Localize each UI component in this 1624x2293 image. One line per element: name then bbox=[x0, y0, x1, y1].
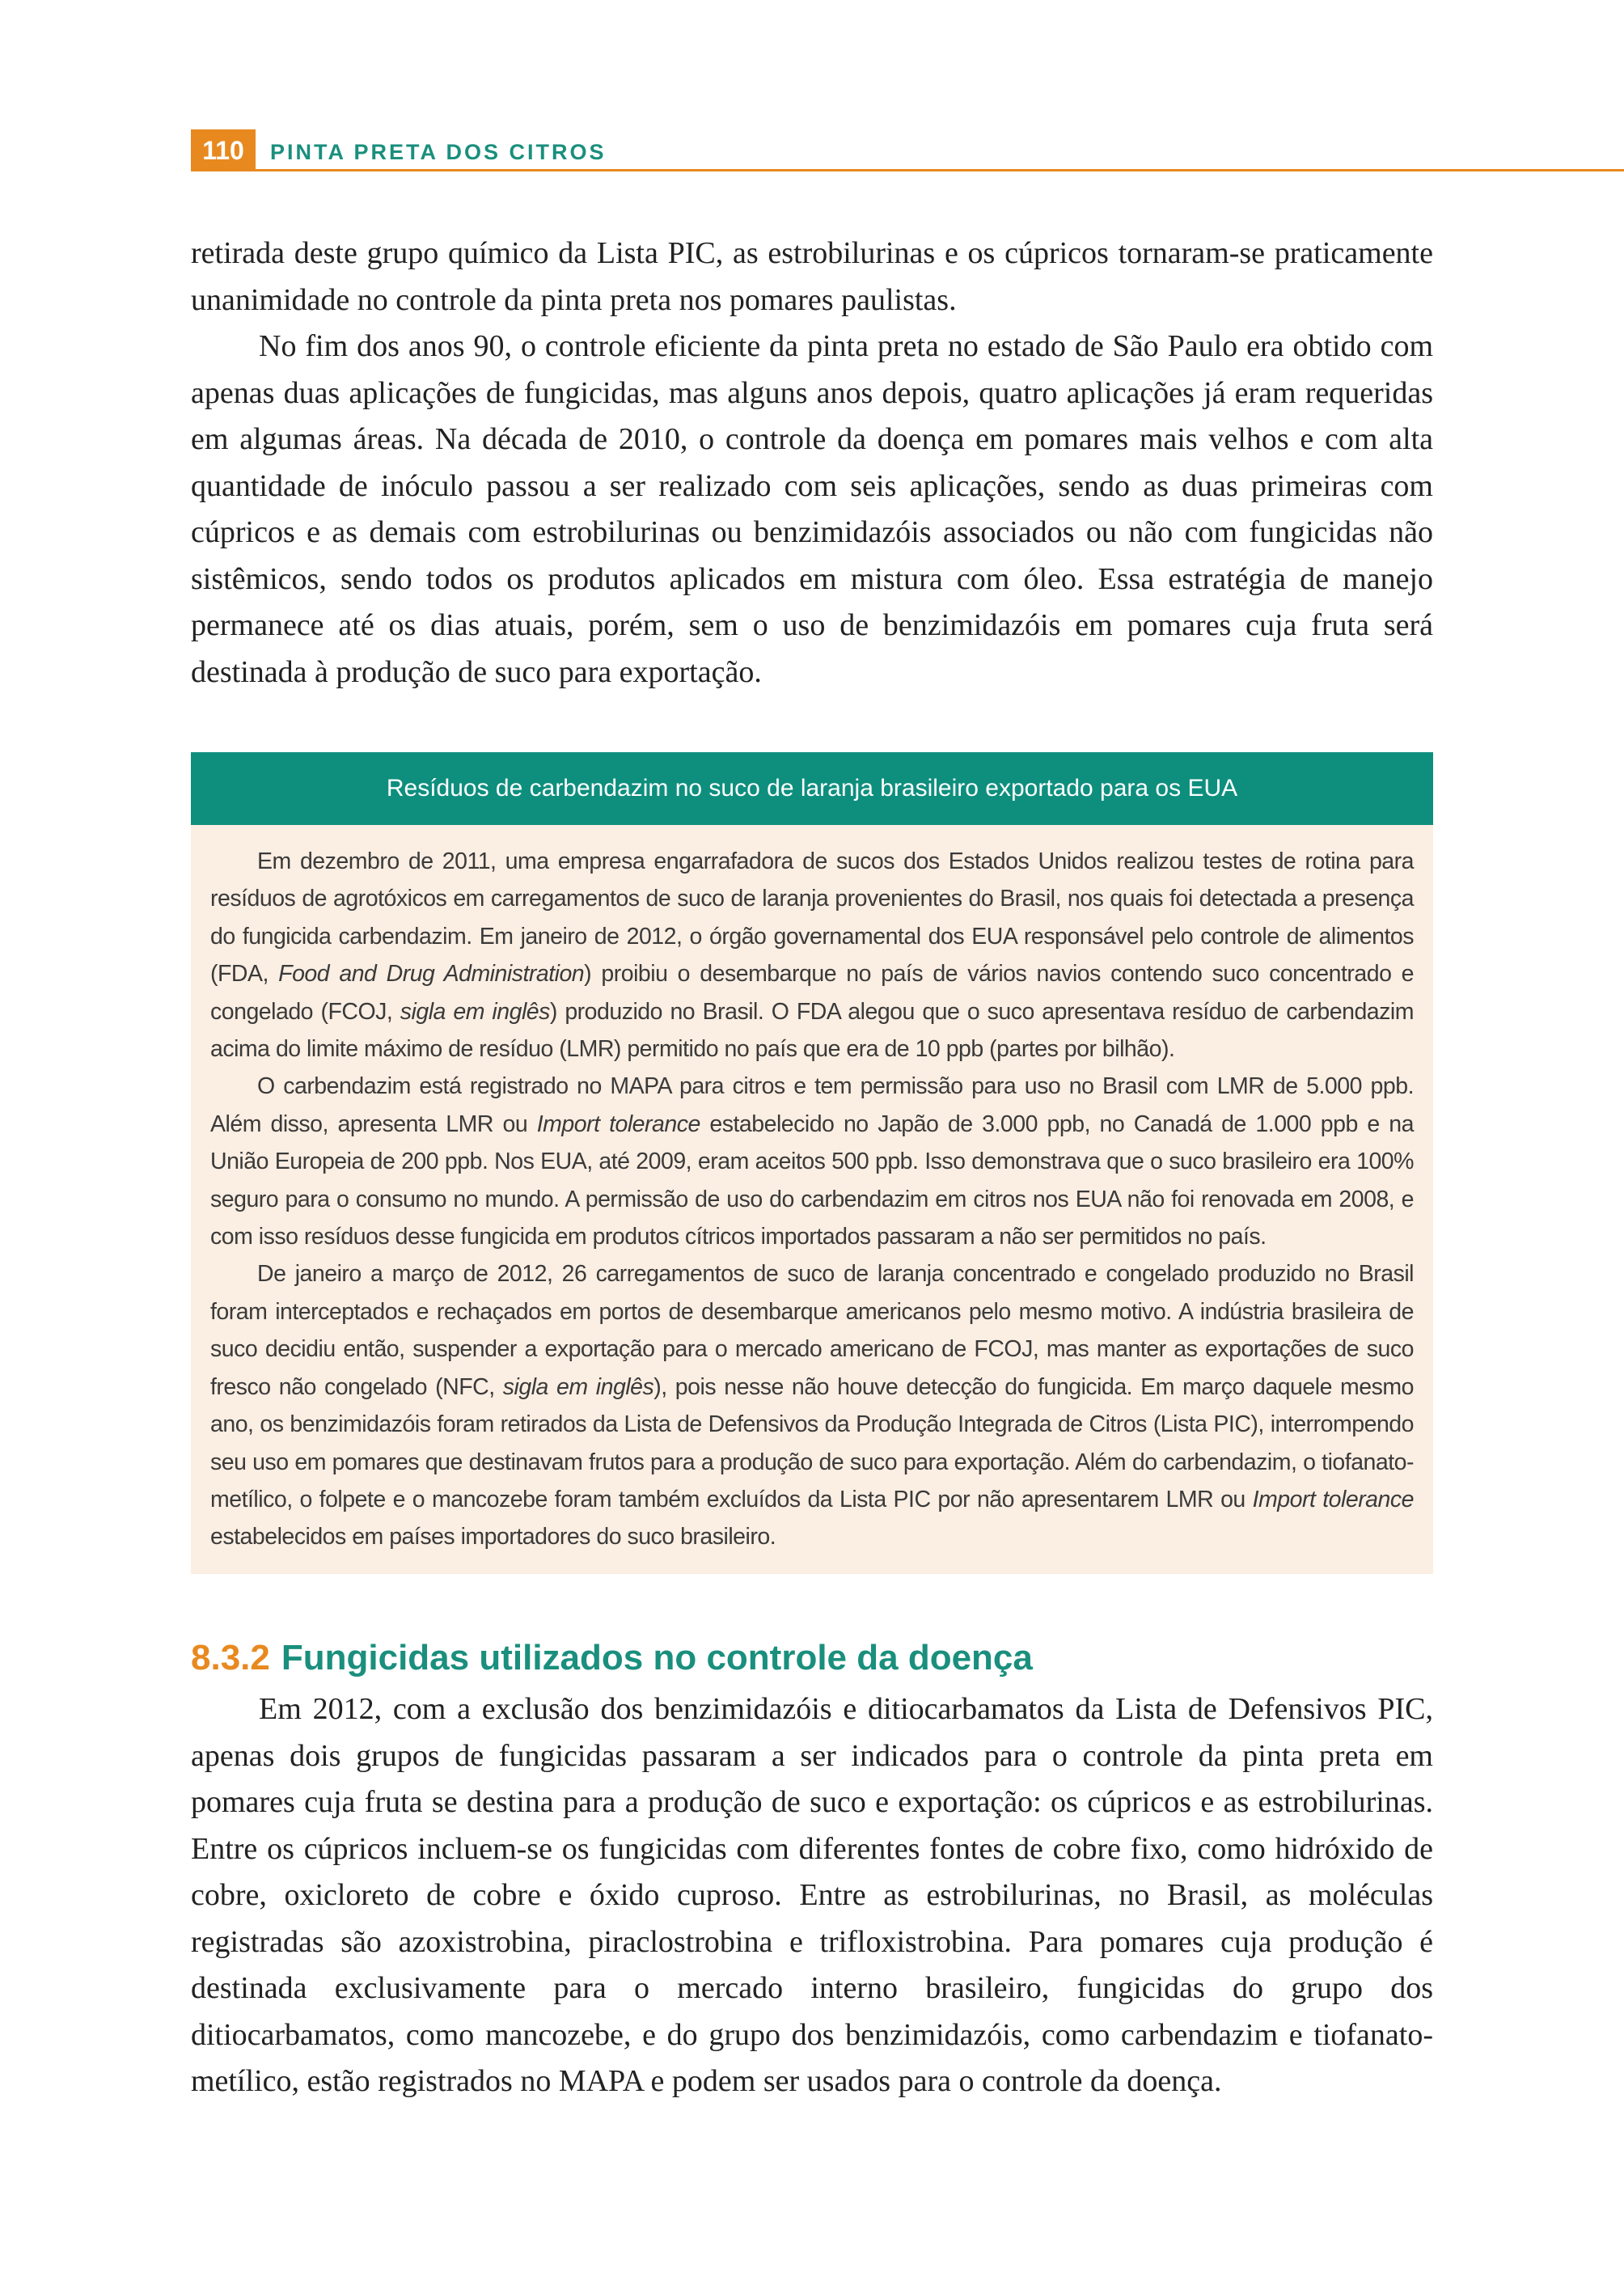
section-paragraph-1: Em 2012, com a exclusão dos benzimidazóis e ditiocarbamatos da Lista de Defensivos PIC, apenas dois grupos de fungicidas passaram a ser indicados para o controle da pinta preta em pomares cuja fruta se destina para a produção de suco e exportação: os cúpricos e as estrobilurinas. Entre os cúpricos incluem-se os fungicidas com diferentes fontes de cobre fixo, como hidróxido de cobre, oxicloreto de cobre e óxido cuproso. Entre as estrobilurinas, no Brasil, as moléculas registradas são azoxistrobina, piraclostrobina e trifloxistrobina. Para pomares cuja produção é destinada exclusivamente para o mercado interno brasileiro, fungicidas do grupo dos ditiocarbamatos, como mancozebe, e do grupo dos benzimidazóis, como carbendazim e tiofanato-metílico, estão registrados no MAPA e podem ser usados para o controle da doença. bbox=[191, 1692, 1433, 2098]
text-run: ) produzido no Brasil. O FDA alegou que o suco apresentava resíduo de carbendazim acima do limite máximo de resíduo (LMR) permitido no país que era de 10 ppb (partes por bilhão). bbox=[210, 998, 1414, 1063]
section-number: 8.3.2 bbox=[191, 1638, 270, 1677]
italic-run: Import tolerance bbox=[1252, 1486, 1414, 1512]
section-heading bbox=[191, 1632, 1433, 1684]
italic-run: sigla em inglês bbox=[502, 1373, 654, 1400]
text-run: O carbendazim está registrado no MAPA para citros e tem permissão para uso no Brasil com LMR de 5.000 ppb. Além disso, apresenta LMR ou bbox=[210, 1073, 1414, 1137]
sidebar-box bbox=[191, 752, 1433, 1574]
intro-paragraph-1: retirada deste grupo químico da Lista PIC, as estrobilurinas e os cúpricos tornaram-se praticamente unanimidade no controle da pinta preta nos pomares paulistas. bbox=[191, 236, 1433, 317]
page-number: 110 bbox=[191, 129, 256, 171]
running-title: PINTA PRETA DOS CITROS bbox=[270, 140, 607, 164]
box-body bbox=[191, 825, 1433, 1574]
box-title bbox=[191, 752, 1433, 825]
text-run: ) proibiu o desembarque no país de vários navios contendo suco concentrado e congelado (FCOJ, bbox=[210, 961, 1415, 1025]
box-paragraph-3 bbox=[210, 1255, 1414, 1555]
text-run: ), pois nesse não houve detecção do fungicida. Em março daquele mesmo ano, os benzimidazóis foram retirados da Lista de Defensivos da Produção Integrada de Citros (Lista PIC), interrompendo seu uso em pomares que destinavam frutos para a produção de suco para exportação. Além do carbendazim, o tiofanato-metílico, o folpete e o mancozebe foram também excluídos da Lista PIC por não apresentarem LMR ou bbox=[210, 1373, 1414, 1512]
italic-run: Import tolerance bbox=[536, 1111, 700, 1137]
text-run: Em dezembro de 2011, uma empresa engarrafadora de sucos dos Estados Unidos realizou testes de rotina para resíduos de agrotóxicos em carregamentos de suco de laranja provenientes do Brasil, nos quais foi detectada a presença do fungicida carbendazim. Em janeiro de 2012, o órgão governamental dos EUA responsável pelo controle de alimentos (FDA, bbox=[210, 848, 1414, 988]
running-header bbox=[191, 129, 1624, 171]
italic-run: sigla em inglês bbox=[400, 998, 550, 1025]
header-rule bbox=[256, 169, 1624, 171]
text-run: estabelecidos em países importadores do suco brasileiro. bbox=[210, 1524, 776, 1551]
text-run: estabelecido no Japão de 3.000 ppb, no Canadá de 1.000 ppb e na União Europeia de 200 ppb. Nos EUA, até 2009, eram aceitos 500 ppb. Isso demonstrava que o suco brasileiro era 100% seguro para o consumo no mundo. A permissão de uso do carbendazim em citros nos EUA não foi renovada em 2008, e com isso resíduos desse fungicida em produtos cítricos importados passaram a não ser permitidos no país. bbox=[210, 1111, 1414, 1250]
box-paragraph-1 bbox=[210, 843, 1414, 1068]
section-text bbox=[191, 1686, 1433, 2105]
box-paragraph-2 bbox=[210, 1068, 1414, 1255]
text-run: De janeiro a março de 2012, 26 carregamentos de suco de laranja concentrado e congelado produzido no Brasil foram interceptados e rechaçados em portos de desembarque americanos pelo mesmo motivo. A indústria brasileira de suco decidiu então, suspender a exportação para o mercado americano de FCOJ, mas manter as exportações de suco fresco não congelado (NFC, bbox=[210, 1261, 1414, 1400]
italic-run: Food and Drug Administration bbox=[278, 961, 585, 988]
box-title-text: Resíduos de carbendazim no suco de laranja brasileiro exportado para os EUA bbox=[386, 775, 1238, 802]
section-title: Fungicidas utilizados no controle da doença bbox=[281, 1638, 1033, 1677]
intro-paragraph-2: No fim dos anos 90, o controle eficiente da pinta preta no estado de São Paulo era obtido com apenas duas aplicações de fungicidas, mas alguns anos depois, quatro aplicações já eram requeridas em algumas áreas. Na década de 2010, o controle da doença em pomares mais velhos e com alta quantidade de inóculo passou a ser realizado com seis aplicações, sendo as duas primeiras com cúpricos e as demais com estrobilurinas ou benzimidazóis associados ou não com fungicidas não sistêmicos, sendo todos os produtos aplicados em mistura com óleo. Essa estratégia de manejo permanece até os dias atuais, porém, sem o uso de benzimidazóis em pomares cuja fruta será destinada à produção de suco para exportação. bbox=[191, 329, 1433, 689]
intro-text bbox=[191, 231, 1433, 696]
